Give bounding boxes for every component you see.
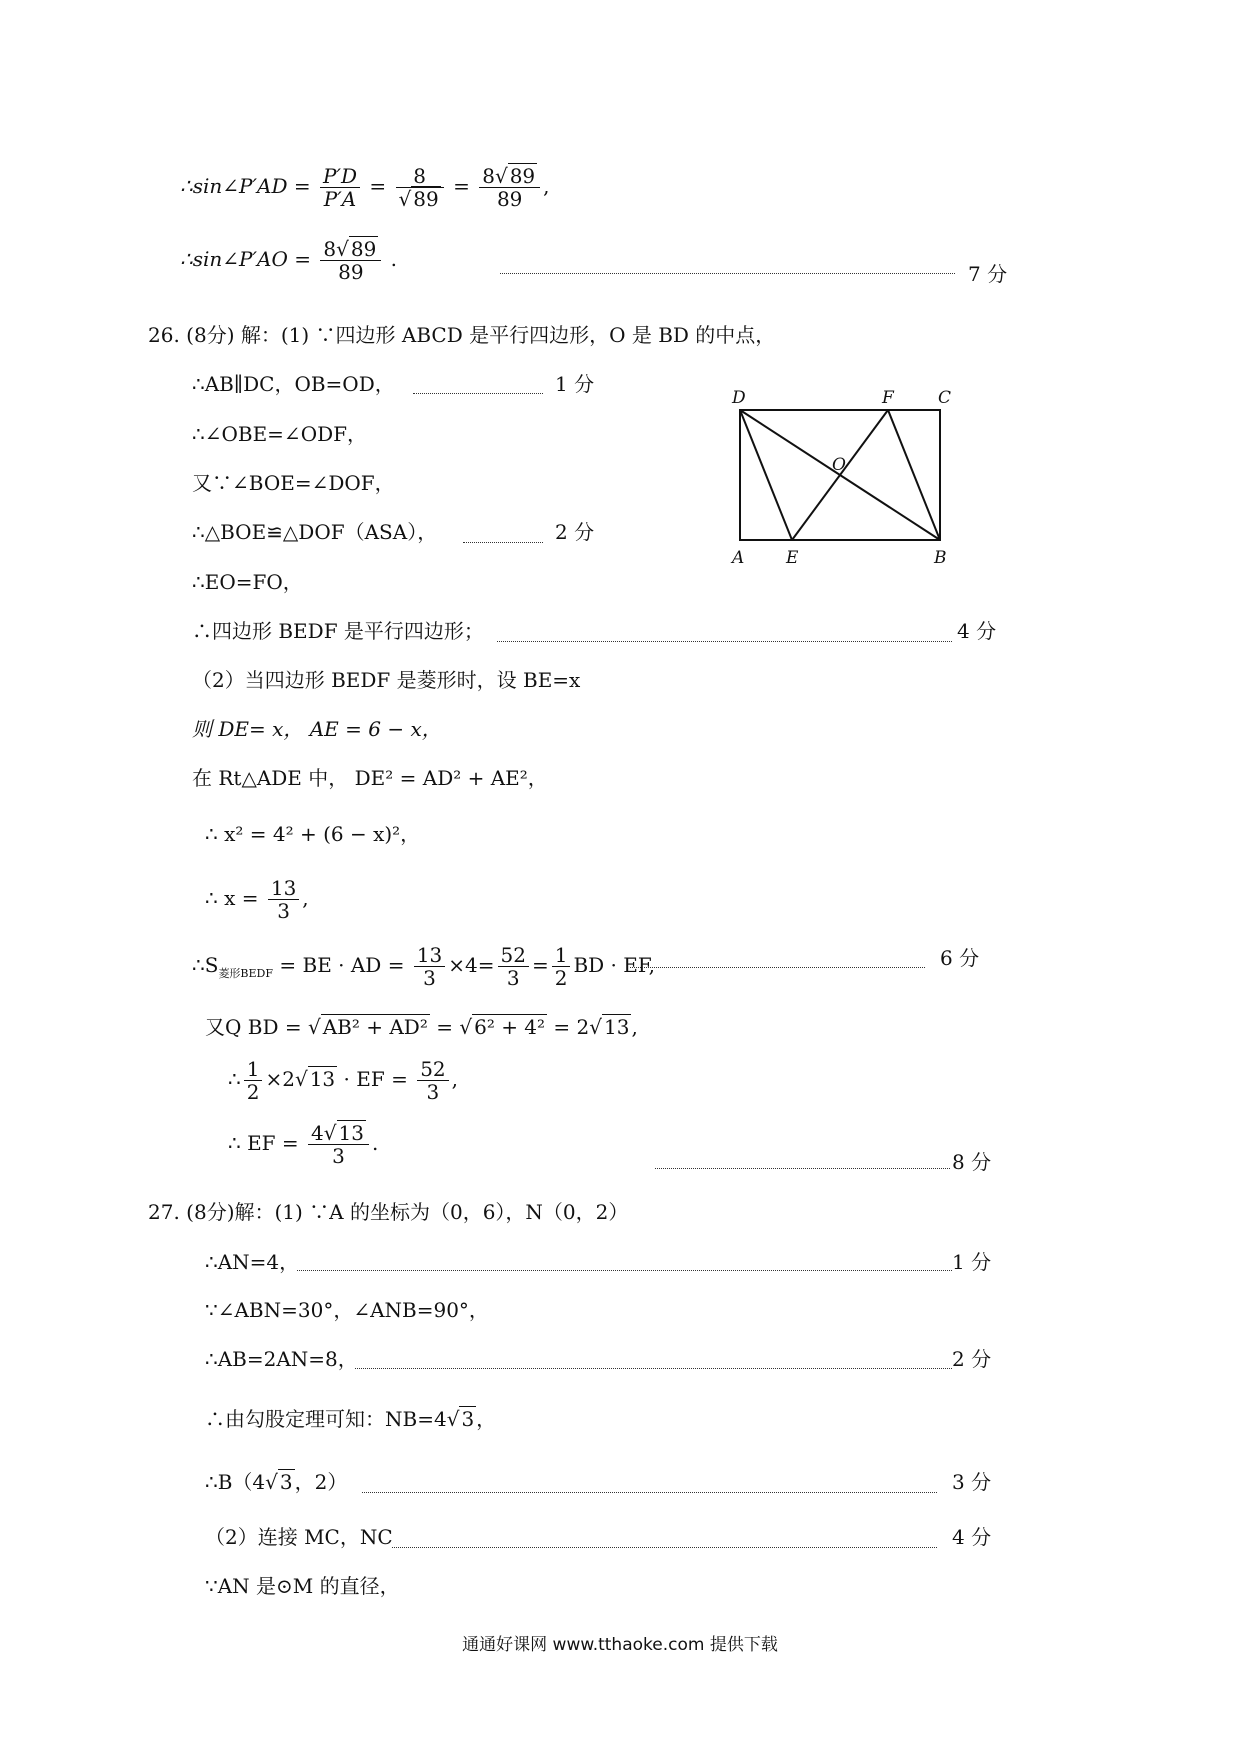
q27-line-6: ∵AN 是⊙M 的直径， [205, 1574, 400, 1598]
q26-line-8: 在 Rt△ADE 中， DE² = AD² + AE²， [192, 766, 548, 790]
score-leader [655, 1168, 950, 1169]
equation-sin-pad: ∴sin∠P′AD = $\frac{P'D}{P'A}$ = $\frac{8}{√ 89}$ = $\frac{8√ 89}{89}$ , [180, 164, 550, 211]
score-7: 7 分 [968, 262, 1008, 286]
q26-line-14: ∴ EF = $\frac{4√ 13}{3}$ . [228, 1121, 379, 1168]
q27-part2: （2）连接 MC，NC [205, 1525, 393, 1549]
q26-line-2: ∴∠OBE=∠ODF， [192, 422, 367, 446]
score-2: 2 分 [555, 520, 595, 544]
q26-line-4: ∴△BOE≌△DOF（ASA）， [192, 520, 438, 544]
q26-line-6: ∴四边形 BEDF 是平行四边形； [192, 619, 484, 643]
label-d: D [732, 388, 746, 408]
segment-fb [888, 410, 940, 540]
label-b: B [934, 548, 947, 565]
score-1: 1 分 [952, 1250, 992, 1274]
q26-heading: 26. (8分) 解：(1) ∵四边形 ABCD 是平行四边形，O 是 BD 的中点， [148, 323, 776, 347]
label-c: C [938, 388, 952, 408]
q27-line-1: ∴AN=4， [205, 1250, 300, 1274]
score-leader [497, 641, 952, 642]
score-leader [362, 1492, 937, 1493]
q27-heading: 27. (8分)解：(1) ∵A 的坐标为（0，6），N（0，2） [148, 1200, 629, 1224]
score-leader [297, 1270, 952, 1271]
q27-line-3: ∴AB=2AN=8， [205, 1347, 358, 1371]
score-8: 8 分 [952, 1150, 992, 1174]
label-e: E [786, 548, 799, 565]
score-2: 2 分 [952, 1347, 992, 1371]
score-1: 1 分 [555, 372, 595, 396]
q27-line-5: ∴B（4√ 3 ，2） [205, 1470, 348, 1494]
q27-line-2: ∵∠ABN=30°，∠ANB=90°， [205, 1298, 489, 1322]
q26-line-3: 又∵∠BOE=∠DOF， [192, 471, 395, 495]
parallelogram-figure [720, 385, 970, 565]
segment-de [740, 410, 792, 540]
q26-line-11: $\therefore S_{菱形BEDF}$ = BE · AD = $\frac{13}{3}$ ×4= $\frac{52}{3}$ = $\frac{1}{2}$ BD · EF, [192, 943, 655, 990]
score-leader [355, 1368, 952, 1369]
q26-line-10: ∴ x = $\frac{13}{3}$ , [205, 876, 309, 923]
q26-line-7: 则 DE= x， AE = 6 − x， [192, 717, 442, 741]
page-footer: 通通好课网 www.tthaoke.com 提供下载 [462, 1635, 778, 1655]
q26-line-13: ∴ $\frac{1}{2}$ ×2√ 13 · EF = $\frac{52}{3}$ , [228, 1057, 458, 1104]
q26-part2: （2）当四边形 BEDF 是菱形时，设 BE=x [192, 668, 581, 692]
label-a: A [732, 548, 745, 565]
score-leader [500, 273, 955, 274]
score-4: 4 分 [957, 619, 997, 643]
equation-sin-pao: ∴sin∠P′AO = $\frac{8√ 89}{89}$ . [180, 237, 398, 284]
q26-line-9: ∴ x² = 4² + (6 − x)²， [205, 822, 421, 846]
score-leader [630, 967, 925, 968]
score-leader [463, 542, 543, 543]
q26-line-1: ∴AB∥DC，OB=OD， [192, 372, 395, 396]
q26-line-5: ∴EO=FO， [192, 570, 303, 594]
label-o: O [832, 455, 846, 475]
score-6: 6 分 [940, 946, 980, 970]
score-3: 3 分 [952, 1470, 992, 1494]
segment-ef [792, 410, 888, 540]
score-leader [392, 1547, 937, 1548]
score-leader [413, 393, 543, 394]
q26-line-12: 又Q BD = √ AB² + AD² = √ 6² + 4² = 2√ 13 , [205, 1015, 638, 1039]
score-4: 4 分 [952, 1525, 992, 1549]
label-f: F [882, 388, 894, 408]
q27-line-4: ∴由勾股定理可知：NB=4√ 3 ， [205, 1407, 497, 1431]
